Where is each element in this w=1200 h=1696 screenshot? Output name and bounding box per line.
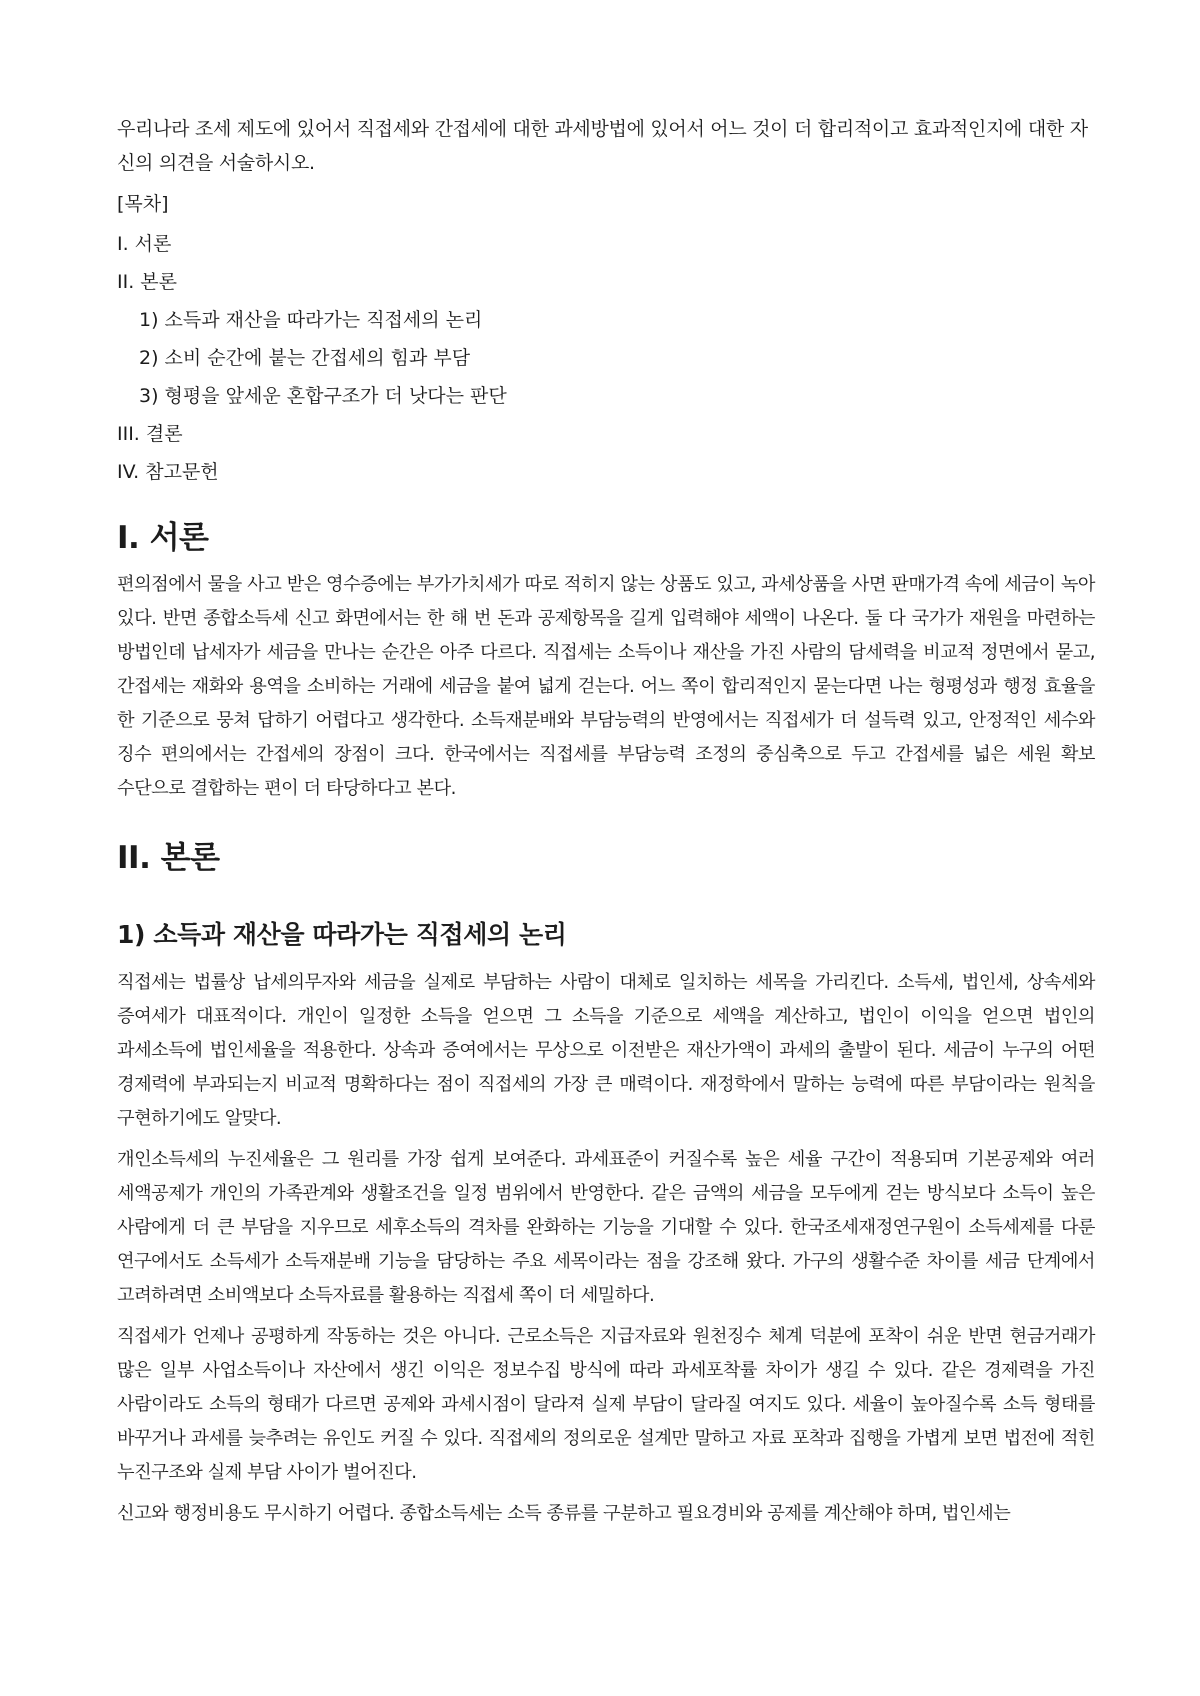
section-1-paragraph-1: 직접세는 법률상 납세의무자와 세금을 실제로 부담하는 사람이 대체로 일치하는 세목을 가리킨다. 소득세, 법인세, 상속세와 증여세가 대표적이다. 개인이 일정한 소득을 얻으면 그 소득을 기준으로 세액을 계산하고, 법인이 이익을 얻으면 법인의 과세소득에 법인세율을 적용한다. 상속과 증여에서는 무상으로 이전받은 재산가액이 과세의 출발이 된다. 세금이 누구의 어떤 경제력에 부과되는지 비교적 명확하다는 점이 직접세의 가장 큰 매력이다. 재정학에서 말하는 능력에 따른 부담이라는 원칙을 구현하기에도 알맞다.: [117, 972, 1095, 1129]
toc-item-conclusion: III. 결론: [117, 423, 183, 445]
intro-heading: I. 서론: [117, 520, 209, 556]
essay-prompt: 우리나라 조세 제도에 있어서 직접세와 간접세에 대한 과세방법에 있어서 어느 것이 더 합리적이고 효과적인지에 대한 자신의 의견을 서술하시오.: [117, 118, 1088, 174]
toc-item-references: IV. 참고문헌: [117, 461, 219, 483]
toc-heading: [목차]: [117, 193, 169, 215]
table-of-contents: [117, 190, 1095, 486]
body-heading: II. 본론: [117, 840, 220, 876]
section-1-paragraph-2: 개인소득세의 누진세율은 그 원리를 가장 쉽게 보여준다. 과세표준이 커질수록 높은 세율 구간이 적용되며 기본공제와 여러 세액공제가 개인의 가족관계와 생활조건을 일정 범위에서 반영한다. 같은 금액의 세금을 모두에게 걷는 방식보다 소득이 높은 사람에게 더 큰 부담을 지우므로 세후소득의 격차를 완화하는 기능을 기대할 수 있다. 한국조세재정연구원이 소득세제를 다룬 연구에서도 소득세가 소득재분배 기능을 담당하는 주요 세목이라는 점을 강조해 왔다. 가구의 생활수준 차이를 세금 단계에서 고려하려면 소비액보다 소득자료를 활용하는 직접세 쪽이 더 세밀하다.: [117, 1149, 1095, 1306]
section-1-paragraph-3: 직접세가 언제나 공평하게 작동하는 것은 아니다. 근로소득은 지급자료와 원천징수 체계 덕분에 포착이 쉬운 반면 현금거래가 많은 일부 사업소득이나 자산에서 생긴 이익은 정보수집 방식에 따라 과세포착률 차이가 생길 수 있다. 같은 경제력을 가진 사람이라도 소득의 형태가 다르면 공제와 과세시점이 달라져 실제 부담이 달라질 여지도 있다. 세율이 높아질수록 소득 형태를 바꾸거나 과세를 늦추려는 유인도 커질 수 있다. 직접세의 정의로운 설계만 말하고 자료 포착과 집행을 가볍게 보면 법전에 적힌 누진구조와 실제 부담 사이가 벌어진다.: [117, 1326, 1095, 1483]
section-1-paragraph-4: 신고와 행정비용도 무시하기 어렵다. 종합소득세는 소득 종류를 구분하고 필요경비와 공제를 계산해야 하며, 법인세는: [117, 1503, 1011, 1524]
section-1-heading: 1) 소득과 재산을 따라가는 직접세의 논리: [117, 920, 567, 949]
intro-paragraph: 편의점에서 물을 사고 받은 영수증에는 부가가치세가 따로 적히지 않는 상품도 있고, 과세상품을 사면 판매가격 속에 세금이 녹아 있다. 반면 종합소득세 신고 화면에서는 한 해 번 돈과 공제항목을 길게 입력해야 세액이 나온다. 둘 다 국가가 재원을 마련하는 방법인데 납세자가 세금을 만나는 순간은 아주 다르다. 직접세는 소득이나 재산을 가진 사람의 담세력을 비교적 정면에서 묻고, 간접세는 재화와 용역을 소비하는 거래에 세금을 붙여 넓게 걷는다. 어느 쪽이 합리적인지 묻는다면 나는 형평성과 행정 효율을 한 기준으로 뭉쳐 답하기 어렵다고 생각한다. 소득재분배와 부담능력의 반영에서는 직접세가 더 설득력 있고, 안정적인 세수와 징수 편의에서는 간접세의 장점이 크다. 한국에서는 직접세를 부담능력 조정의 중심축으로 두고 간접세를 넓은 세원 확보 수단으로 결합하는 편이 더 타당하다고 본다.: [117, 574, 1095, 799]
toc-item-body: II. 본론: [117, 271, 177, 293]
toc-item-body-3: 3) 형평을 앞세운 혼합구조가 더 낫다는 판단: [139, 385, 507, 407]
toc-item-body-1: 1) 소득과 재산을 따라가는 직접세의 논리: [139, 309, 483, 331]
document-content: [117, 112, 1095, 1538]
toc-item-intro: I. 서론: [117, 233, 172, 255]
toc-item-body-2: 2) 소비 순간에 붙는 간접세의 힘과 부담: [139, 347, 471, 369]
